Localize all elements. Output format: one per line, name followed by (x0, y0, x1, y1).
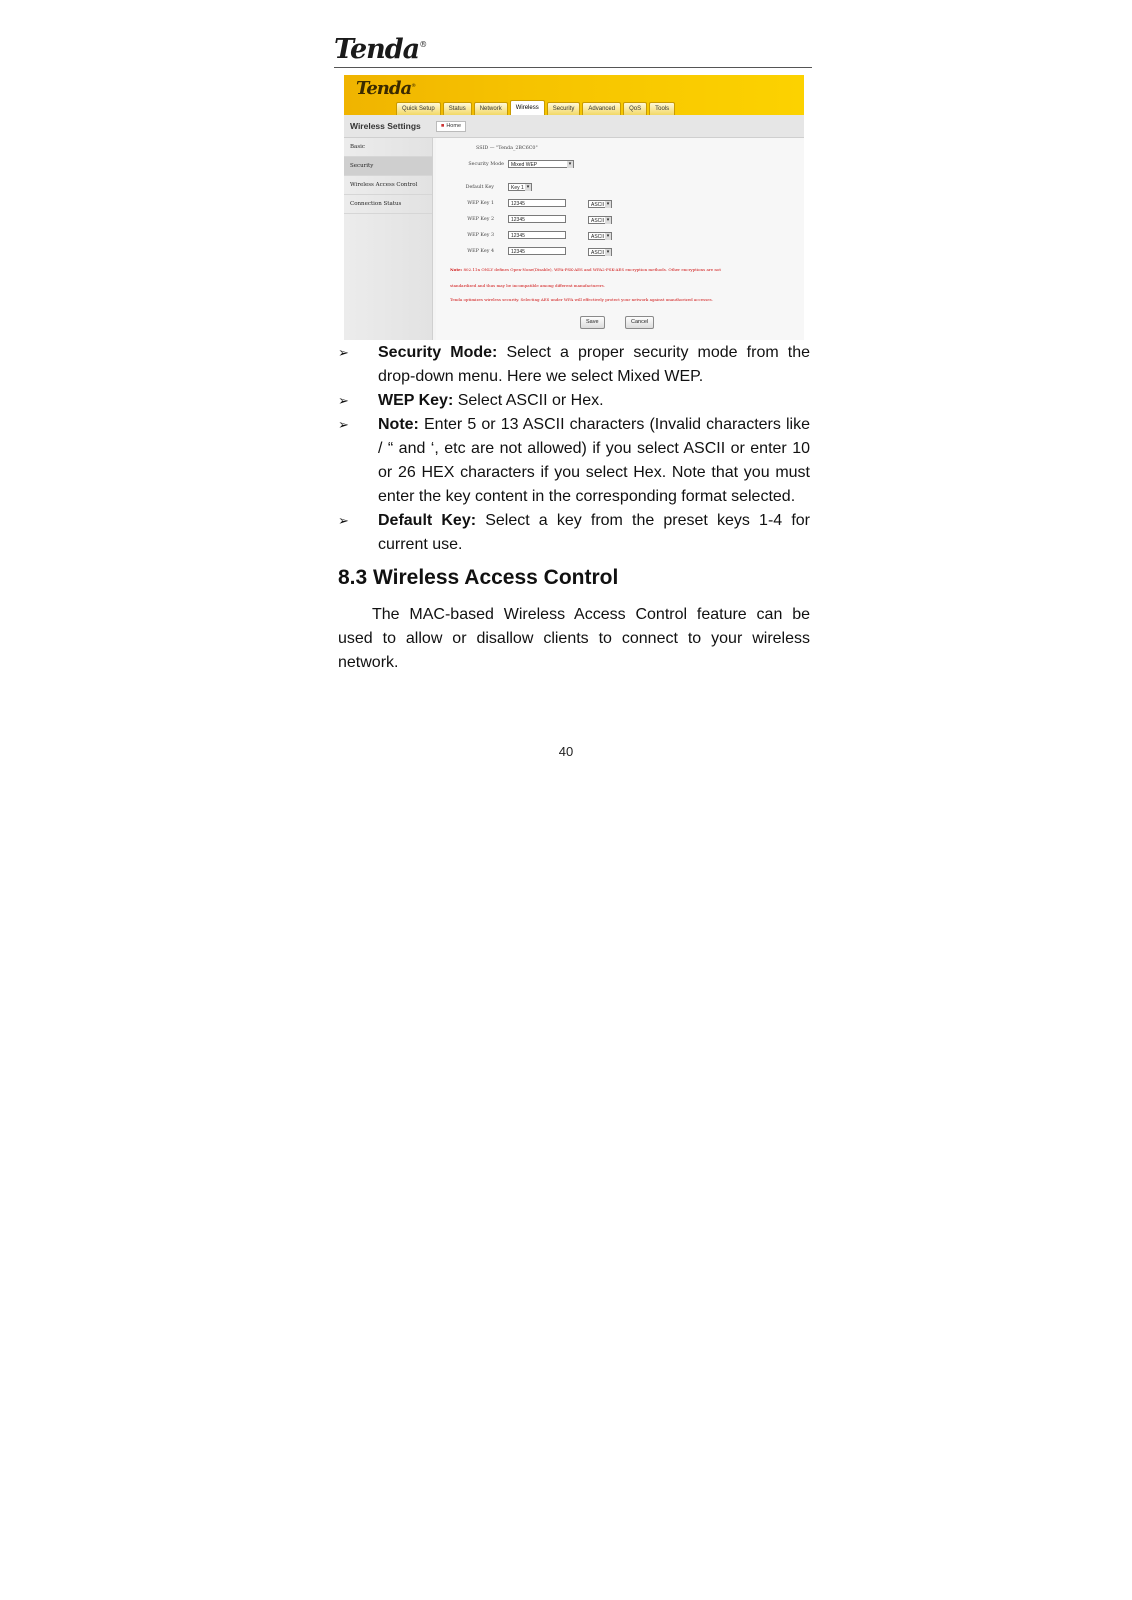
wep-key-3-label: WEP Key 3 (467, 233, 494, 238)
note-line-1: Note: 802.11n ONLY defines Open-None(Disable), WPA-PSK-AES and WPA2-PSK-AES encryption methods. Other encryptions are not (450, 267, 721, 272)
bullet-text: Select ASCII or Hex. (453, 392, 604, 409)
router-subheader (344, 115, 804, 138)
wep-key-3-format-select[interactable]: ASCII ▾ (588, 232, 612, 240)
router-screenshot (344, 75, 804, 340)
sidebar-item-wireless-access-control[interactable]: Wireless Access Control (344, 176, 432, 195)
router-banner (344, 75, 804, 115)
arrow-bullet-icon: ➢ (338, 417, 349, 432)
wep-key-2-format-select[interactable]: ASCII ▾ (588, 216, 612, 224)
note-line-2: standardized and thus may be incompatible among different manufacturers. (450, 283, 605, 288)
home-icon: ■ (441, 123, 445, 129)
ssid-label: SSID — "Tenda_2BC6C0" (476, 146, 538, 151)
list-item (338, 341, 810, 389)
bullet-term: WEP Key: (378, 392, 454, 409)
arrow-bullet-icon: ➢ (338, 345, 349, 360)
tab-network[interactable]: Network (474, 102, 508, 115)
wep-key-1-format-select[interactable]: ASCII ▾ (588, 200, 612, 208)
router-tab-bar (396, 101, 677, 115)
section-paragraph: The MAC-based Wireless Access Control feature can be used to allow or disallow clients to connect to your wireless network. (338, 606, 810, 671)
bullet-term: Note: (378, 416, 419, 433)
sidebar-item-security[interactable]: Security (344, 157, 432, 176)
default-key-label: Default Key (465, 185, 494, 190)
wep-key-4-input[interactable]: 12345 (508, 247, 566, 255)
section-heading: 8.3 Wireless Access Control (338, 566, 619, 589)
list-item (338, 413, 810, 509)
sidebar-item-connection-status[interactable]: Connection Status (344, 195, 432, 214)
bullet-text: Select a proper security mode from the drop-down menu. Here we select Mixed WEP. (378, 344, 811, 385)
tab-security[interactable]: Security (547, 102, 581, 115)
tab-advanced[interactable]: Advanced (582, 102, 621, 115)
bullet-text: Select a key from the preset keys 1-4 for current use. (378, 512, 810, 553)
page-logo: Tenda® (334, 34, 427, 65)
arrow-bullet-icon: ➢ (338, 393, 349, 408)
wep-key-1-input[interactable]: 12345 (508, 199, 566, 207)
router-sidebar (344, 138, 433, 340)
note-line-3: Tenda optimizes wireless security. Selecting AES under WPA will effectively protect your network against unauthorized accesses. (450, 297, 713, 302)
tab-quick-setup[interactable]: Quick Setup (396, 102, 441, 115)
arrow-bullet-icon: ➢ (338, 513, 349, 528)
wep-key-2-label: WEP Key 2 (467, 217, 494, 222)
security-mode-select[interactable]: Mixed WEP ▾ (508, 160, 574, 168)
tab-wireless[interactable]: Wireless (510, 100, 545, 115)
page-title: Wireless Settings (350, 121, 421, 131)
list-item (338, 389, 810, 413)
cancel-button[interactable]: Cancel (625, 316, 654, 329)
bullet-term: Security Mode: (378, 344, 498, 361)
bullet-text: Enter 5 or 13 ASCII characters (Invalid characters like / “ and ‘, etc are not allowed) if you select ASCII or enter 10 or 26 HEX characters if you select Hex. Note that you must enter the key content in the corresponding format selected. (378, 416, 810, 505)
wep-key-3-input[interactable]: 12345 (508, 231, 566, 239)
page-number: 40 (558, 744, 574, 759)
tab-tools[interactable]: Tools (649, 102, 675, 115)
save-button[interactable]: Save (580, 316, 605, 329)
wep-key-4-label: WEP Key 4 (467, 249, 494, 254)
security-form (436, 138, 804, 340)
router-logo: Tenda® (356, 78, 416, 99)
header-divider (334, 67, 812, 68)
bullet-term: Default Key: (378, 512, 477, 529)
tab-status[interactable]: Status (443, 102, 472, 115)
list-item (338, 509, 810, 557)
home-button[interactable]: ■ Home (436, 121, 466, 132)
default-key-select[interactable]: Key 1 ▾ (508, 183, 532, 191)
wep-key-4-format-select[interactable]: ASCII ▾ (588, 248, 612, 256)
wep-key-1-label: WEP Key 1 (467, 201, 494, 206)
sidebar-item-basic[interactable]: Basic (344, 138, 432, 157)
wep-key-2-input[interactable]: 12345 (508, 215, 566, 223)
tab-qos[interactable]: QoS (623, 102, 647, 115)
security-mode-label: Security Mode (468, 162, 504, 167)
